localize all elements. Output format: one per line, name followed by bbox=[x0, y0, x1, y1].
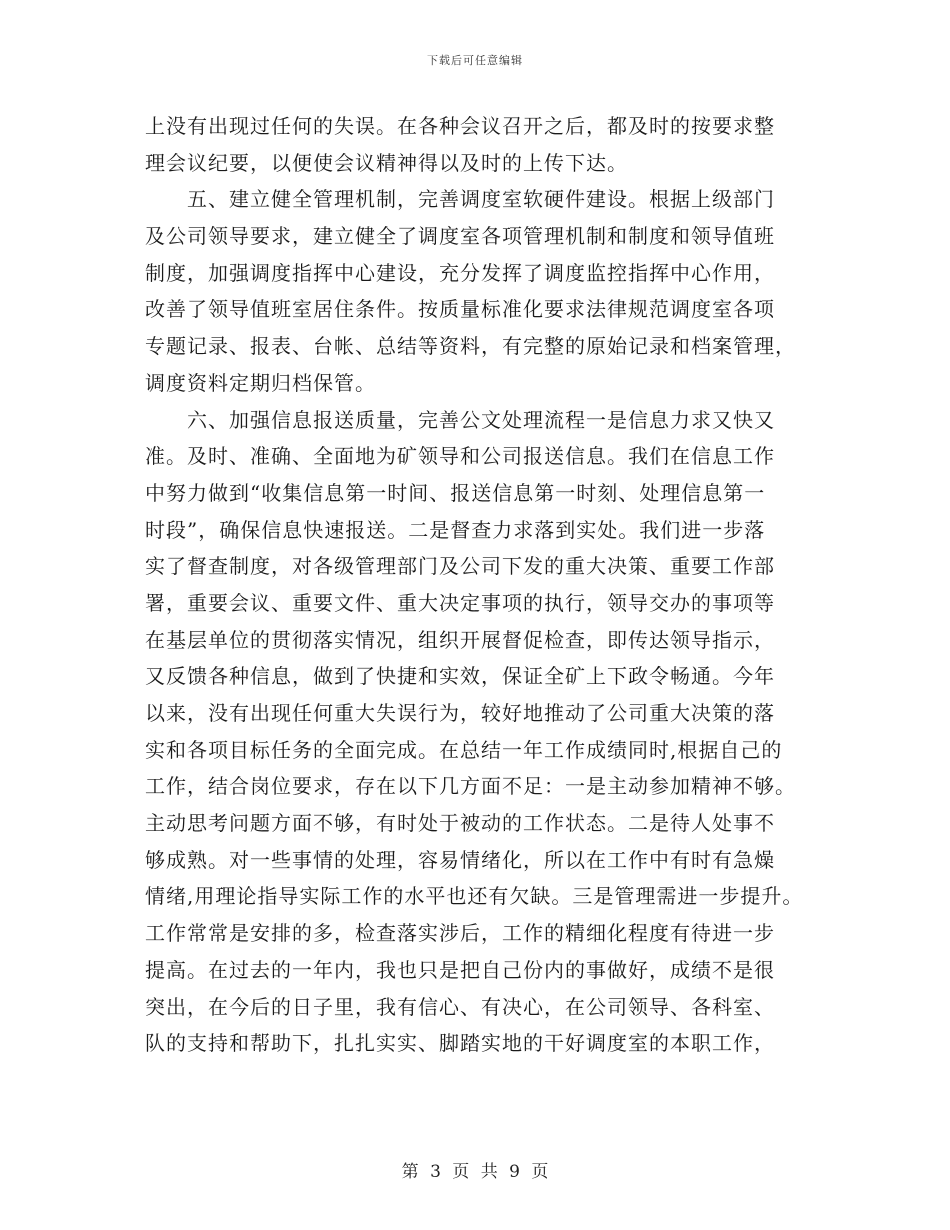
body-line: 及公司领导要求，建立健全了调度室各项管理机制和制度和领导值班 bbox=[145, 224, 775, 249]
body-line: 五、建立健全管理机制，完善调度室软硬件建设。根据上级部门 bbox=[145, 187, 775, 212]
body-line: 工作常常是安排的多，检查落实涉后，工作的精细化程度有待进一步 bbox=[145, 921, 775, 946]
body-line: 上没有出现过任何的失误。在各种会议召开之后，都及时的按要求整 bbox=[145, 114, 775, 138]
body-line: 情绪,用理论指导实际工作的水平也还有欠缺。三是管理需进一步提升。 bbox=[145, 884, 804, 909]
body-line: 实和各项目标任务的全面完成。在总结一年工作成绩同时,根据自己的 bbox=[145, 737, 783, 762]
body-line: 队的支持和帮助下，扎扎实实、脚踏实地的干好调度室的本职工作， bbox=[145, 1031, 775, 1056]
body-line: 在基层单位的贯彻落实情况，组织开展督促检查，即传达领导指示， bbox=[145, 627, 775, 652]
body-line: 提高。在过去的一年内，我也只是把自己份内的事做好，成绩不是很 bbox=[145, 957, 775, 982]
body-line: 时段”，确保信息快速报送。二是督查力求落到实处。我们进一步落 bbox=[145, 517, 766, 542]
body-line: 又反馈各种信息，做到了快捷和实效，保证全矿上下政令畅通。今年 bbox=[145, 664, 775, 689]
body-line: 主动思考问题方面不够，有时处于被动的工作状态。二是待人处事不 bbox=[145, 811, 775, 836]
body-line: 突出，在今后的日子里，我有信心、有决心，在公司领导、各科室、 bbox=[145, 994, 775, 1019]
body-line: 实了督查制度，对各级管理部门及公司下发的重大决策、重要工作部 bbox=[145, 554, 775, 579]
page-header: 下载后可任意编辑 bbox=[427, 54, 523, 67]
body-line: 调度资料定期归档保管。 bbox=[145, 370, 376, 395]
body-line: 六、加强信息报送质量，完善公文处理流程一是信息力求又快又 bbox=[145, 407, 775, 432]
body-line: 理会议纪要，以便使会议精神得以及时的上传下达。 bbox=[145, 150, 628, 175]
page-number: 第 3 页 共 9 页 bbox=[401, 1162, 549, 1182]
body-line: 署，重要会议、重要文件、重大决定事项的执行，领导交办的事项等 bbox=[145, 590, 775, 615]
document-body bbox=[145, 108, 825, 1062]
body-line: 工作，结合岗位要求，存在以下几方面不足：一是主动参加精神不够。 bbox=[145, 774, 796, 799]
body-line: 改善了领导值班室居住条件。按质量标准化要求法律规范调度室各项 bbox=[145, 297, 775, 322]
body-line: 以来，没有出现任何重大失误行为，较好地推动了公司重大决策的落 bbox=[145, 701, 775, 725]
body-line: 专题记录、报表、台帐、总结等资料，有完整的原始记录和档案管理， bbox=[145, 334, 796, 359]
body-line: 制度，加强调度指挥中心建设，充分发挥了调度监控指挥中心作用， bbox=[145, 260, 775, 285]
body-line: 够成熟。对一些事情的处理，容易情绪化，所以在工作中有时有急燥 bbox=[145, 847, 775, 872]
body-line: 中努力做到“收集信息第一时间、报送信息第一时刻、处理信息第一 bbox=[145, 480, 766, 505]
body-line: 准。及时、准确、全面地为矿领导和公司报送信息。我们在信息工作 bbox=[145, 444, 775, 469]
